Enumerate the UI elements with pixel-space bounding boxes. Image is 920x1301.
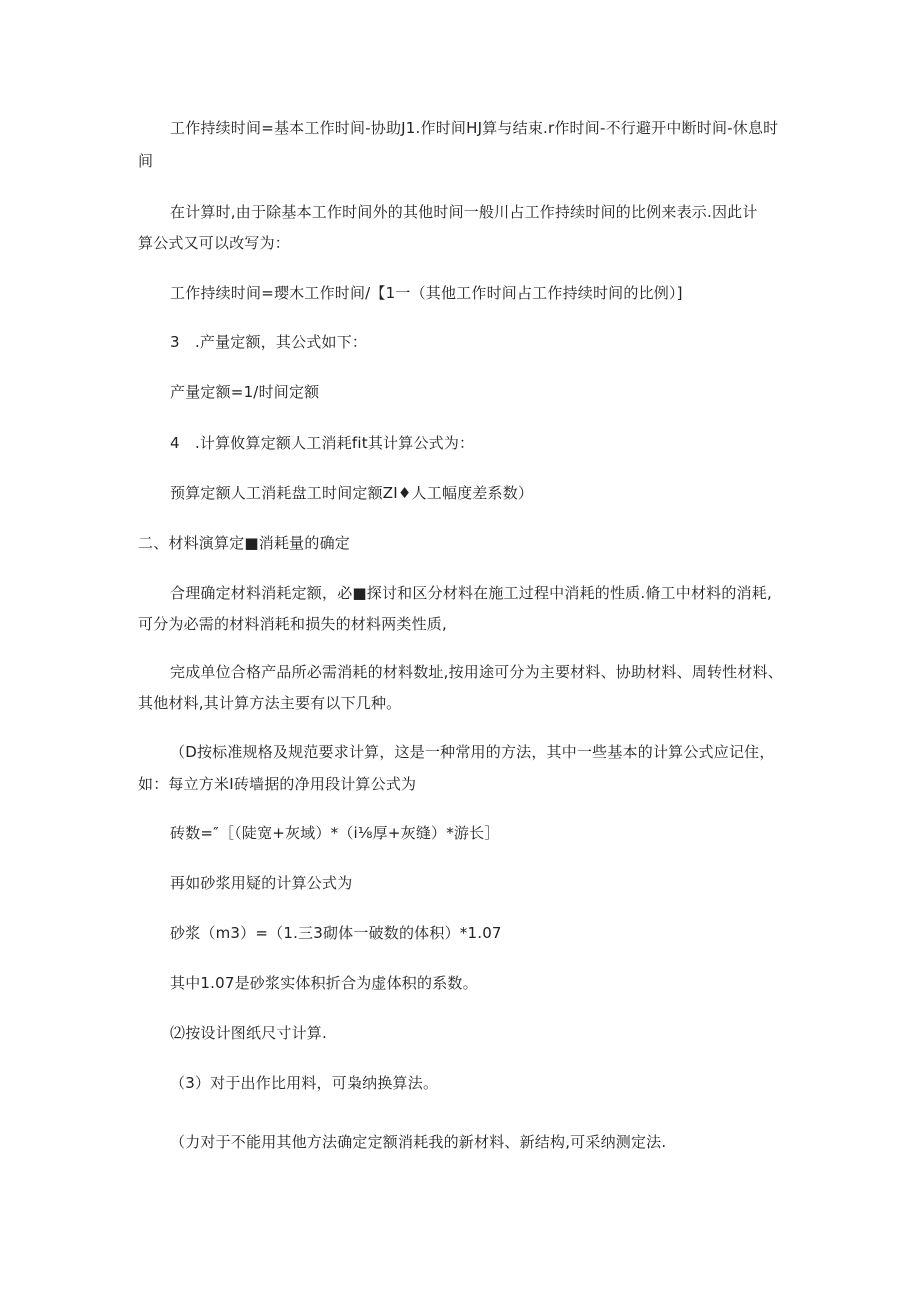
- paragraph-7-line-1: 预算定额人工消耗盘工时间定额ZI♦人工幅度差系数）: [170, 484, 534, 502]
- paragraph-9-line-2: 可分为必需的材料消耗和损失的材料两类性质,: [138, 615, 447, 633]
- formula-mortar: 砂浆（m3）=（1.三3砌体一破数的体积）*1.07: [170, 924, 502, 942]
- paragraph-15-line-1: 其中1.07是砂浆实体积折合为虚体积的系数。: [170, 974, 478, 992]
- paragraph-16-line-1: ⑵按设计图纸尺寸计算.: [170, 1024, 327, 1042]
- paragraph-10-line-2: 其他材料,其计算方法主要有以下几种。: [138, 694, 402, 712]
- paragraph-5-line-1: 产量定额=1/时间定额: [170, 383, 320, 401]
- paragraph-18-line-1: （力对于不能用其他方法确定定额消耗我的新材料、新结构,可采纳测定法.: [170, 1133, 667, 1151]
- paragraph-11-line-2: 如：每立方米I砖墙据的净用段计算公式为: [138, 775, 417, 793]
- paragraph-6-line-1: 4 .计算攸算定额人工消耗fit其计算公式为：: [170, 434, 475, 452]
- paragraph-1-line-1: 工作持续时间=基本工作时间-协助J1.作时间HJ算与结束.r作时间-不行避开中断时间-休息时: [170, 119, 779, 137]
- paragraph-13-line-1: 再如砂浆用疑的计算公式为: [170, 874, 353, 892]
- paragraph-2-line-1: 在计算时,由于除基本工作时间外的其他时间一般川占工作持续时间的比例来表示.因此计: [170, 203, 758, 221]
- paragraph-10-line-1: 完成单位合格产品所必需消耗的材料数址,按用途可分为主要材料、协助材料、周转性材料、: [170, 663, 783, 681]
- paragraph-3-line-1: 工作持续时间=璎木工作时间/【1一（其他工作时间占工作持续时间的比例）]: [170, 284, 683, 302]
- paragraph-4-line-1: 3 .产量定额，其公式如下：: [170, 333, 368, 351]
- section-heading: 二、材料演算定■消耗量的确定: [138, 534, 350, 552]
- paragraph-2-line-2: 算公式又可以改写为：: [138, 234, 291, 252]
- paragraph-9-line-1: 合理确定材料消耗定额，必■探讨和区分材料在施工过程中消耗的性质.脩工中材料的消耗,: [170, 584, 772, 602]
- paragraph-1-line-2: 间: [138, 152, 154, 170]
- formula-brick-count: 砖数=″［（陡宽+灰域）*（i⅛厚+灰缝）*游长］: [170, 824, 500, 842]
- paragraph-17-line-1: （3）对于出作比用料，可枭纳换算法。: [170, 1074, 439, 1092]
- paragraph-11-line-1: （D按标准规格及规范要求计算，这是一种常用的方法，其中一些基本的计算公式应记住，: [170, 743, 775, 761]
